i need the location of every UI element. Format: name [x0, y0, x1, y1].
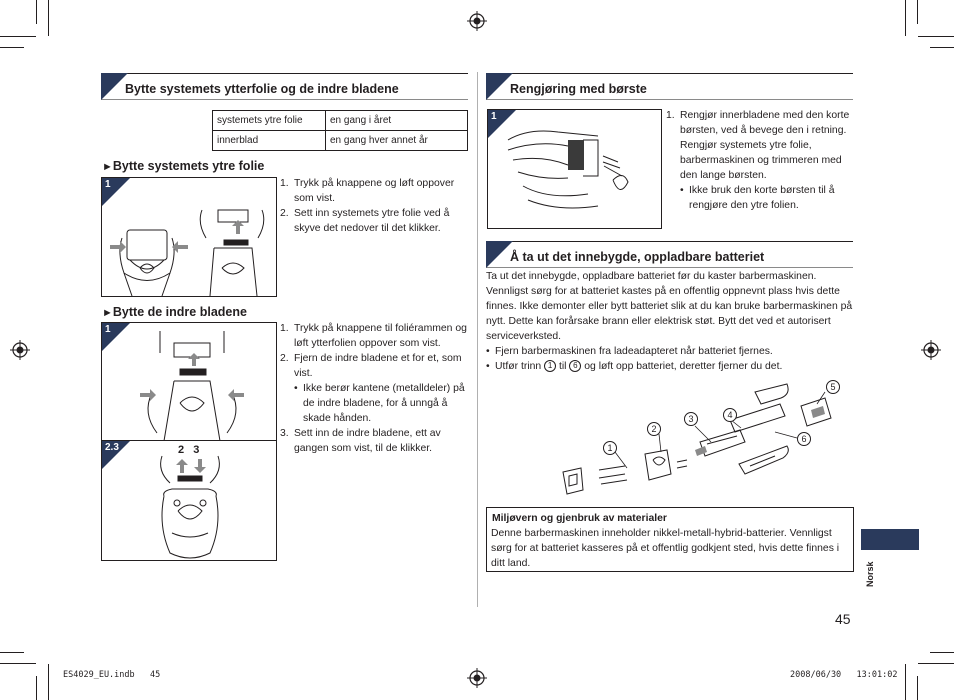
crop-mark: [48, 0, 49, 36]
step-circle: 6: [569, 360, 581, 372]
step-label: 2.3: [105, 442, 119, 453]
section-header-battery: [486, 241, 853, 268]
list-item: 1. Trykk på knappene og løft oppover som vist.: [280, 178, 455, 204]
crop-mark: [905, 0, 906, 36]
shaver-head-illustration: [102, 323, 276, 441]
crop-mark: [917, 0, 918, 24]
table-cell: innerblad: [213, 131, 326, 151]
table-cell: en gang i året: [326, 111, 468, 131]
callout-2: 2: [647, 422, 661, 436]
page-number: 45: [835, 611, 851, 627]
shaver-foil-illustration: [102, 178, 276, 296]
crop-mark: [36, 676, 37, 700]
replacement-frequency-table: [212, 110, 468, 151]
subsection-title-inner-blades: [102, 305, 247, 319]
section-title: Å ta ut det innebygde, oppladbare batteriet: [510, 250, 765, 264]
list-item: 2. Fjern de indre bladene et for et, som vist. • Ikke berør kantene (metalldeler) på de indre bladene, for å unngå å skade hånden.: [280, 351, 468, 426]
crop-mark: [930, 652, 954, 653]
table-cell: systemets ytre folie: [213, 111, 326, 131]
environment-title: Miljøvern og gjenbruk av materialer: [492, 513, 667, 524]
language-label: Norsk: [865, 561, 875, 587]
callout-3: 3: [684, 412, 698, 426]
subsection-title-text: Bytte de indre bladene: [112, 305, 247, 319]
crop-mark: [0, 652, 24, 653]
callout-1: 1: [603, 441, 617, 455]
brush-steps: [666, 108, 852, 213]
list-item: 1. Rengjør innerbladene med den korte børsten, ved å bevege den i retning. Rengjør systemets ytre folie, barbermaskinen og trimmeren med den lange børsten. • Ikke bruk den korte børsten til å rengjøre den ytre folien.: [666, 108, 852, 213]
triangle-right-icon: ►: [102, 307, 113, 319]
step-label: 1: [105, 324, 111, 335]
environment-text: Denne barbermaskinen inneholder nikkel-metall-hybrid-batterier. Vennligst sørg for at batteriet kasseres på et offentlig godkjent sted, hvis dette finnes i ditt land.: [491, 528, 840, 569]
list-item: 1. Trykk på knappene til foliérammen og løft ytterfolien oppover som vist.: [280, 323, 467, 349]
crop-mark: [0, 36, 36, 37]
crop-mark: [917, 676, 918, 700]
crop-mark: [918, 36, 954, 37]
crop-mark: [918, 663, 954, 664]
crop-mark: [0, 663, 36, 664]
brush-cleaning-illustration: [488, 110, 661, 228]
environment-notice: [486, 507, 854, 572]
registration-mark-top: [467, 11, 487, 31]
section-title: Rengjøring med børste: [510, 82, 647, 96]
language-tab: [861, 529, 919, 550]
column-divider: [477, 72, 478, 607]
bullet-item: • Ikke bruk den korte børsten til å rengjøre den ytre folien.: [680, 185, 835, 211]
figure-inner-blades-2: [101, 440, 277, 561]
triangle-right-icon: ►: [102, 161, 113, 173]
callout-4: 4: [723, 408, 737, 422]
figure-step-numbers: 2 3: [178, 444, 200, 456]
subsection-title-text: Bytte systemets ytre folie: [112, 159, 265, 173]
subsection-title-outer-foil: [102, 159, 264, 173]
footer-timestamp: 2008/06/30 13:01:02: [790, 670, 898, 680]
list-item: 2. Sett inn systemets ytre folie ved å skyve det nedover til det klikker.: [280, 208, 450, 234]
list-item: 3. Sett inn de indre bladene, ett av gangen som vist, til de klikker.: [280, 428, 441, 454]
figure-brush: [487, 109, 662, 229]
registration-mark-right: [921, 340, 941, 360]
crop-mark: [48, 664, 49, 700]
table-row: [213, 111, 468, 131]
section-header-replace: [101, 73, 468, 100]
step-label: 1: [105, 179, 111, 190]
crop-mark: [0, 47, 24, 48]
bullet-item: • Fjern barbermaskinen fra ladeadapteret når batteriet fjernes.: [486, 346, 773, 357]
crop-mark: [905, 664, 906, 700]
registration-mark-bottom: [467, 668, 487, 688]
bullet-item: • Ikke berør kantene (metalldeler) på de indre bladene, for å unngå å skade hånden.: [294, 383, 465, 424]
outer-foil-steps: [280, 176, 468, 236]
callout-6: 6: [797, 432, 811, 446]
bullet-item: • Utfør trinn 1 til 6 og løft opp batteriet, deretter fjerner du det.: [486, 361, 783, 372]
section-header-brush: [486, 73, 853, 100]
crop-mark: [930, 47, 954, 48]
figure-outer-foil: [101, 177, 277, 297]
footer-file-info: ES4029_EU.indb 45: [63, 670, 161, 680]
callout-5: 5: [826, 380, 840, 394]
section-title: Bytte systemets ytterfolie og de indre bladene: [125, 82, 399, 96]
step-label: 1: [491, 111, 497, 122]
table-row: [213, 131, 468, 151]
battery-text: [486, 269, 854, 374]
inner-blades-steps: [280, 321, 468, 456]
figure-inner-blades-1: [101, 322, 277, 442]
table-cell: en gang hver annet år: [326, 131, 468, 151]
step-circle: 1: [544, 360, 556, 372]
registration-mark-left: [10, 340, 30, 360]
crop-mark: [36, 0, 37, 24]
battery-paragraph: Ta ut det innebygde, oppladbare batteriet før du kaster barbermaskinen. Vennligst sørg for at batteriet kastes på en offentlig oppnevnt plass hvis dette finnes. Ikke demonter eller bytt batteriet slik at du kan bruke barbermaskinen på nytt. Dette kan forårsake brann eller elektrisk støt. Bytt det ved et autorisert serviceverksted.: [486, 271, 853, 342]
inner-blade-insert-illustration: [102, 441, 276, 560]
